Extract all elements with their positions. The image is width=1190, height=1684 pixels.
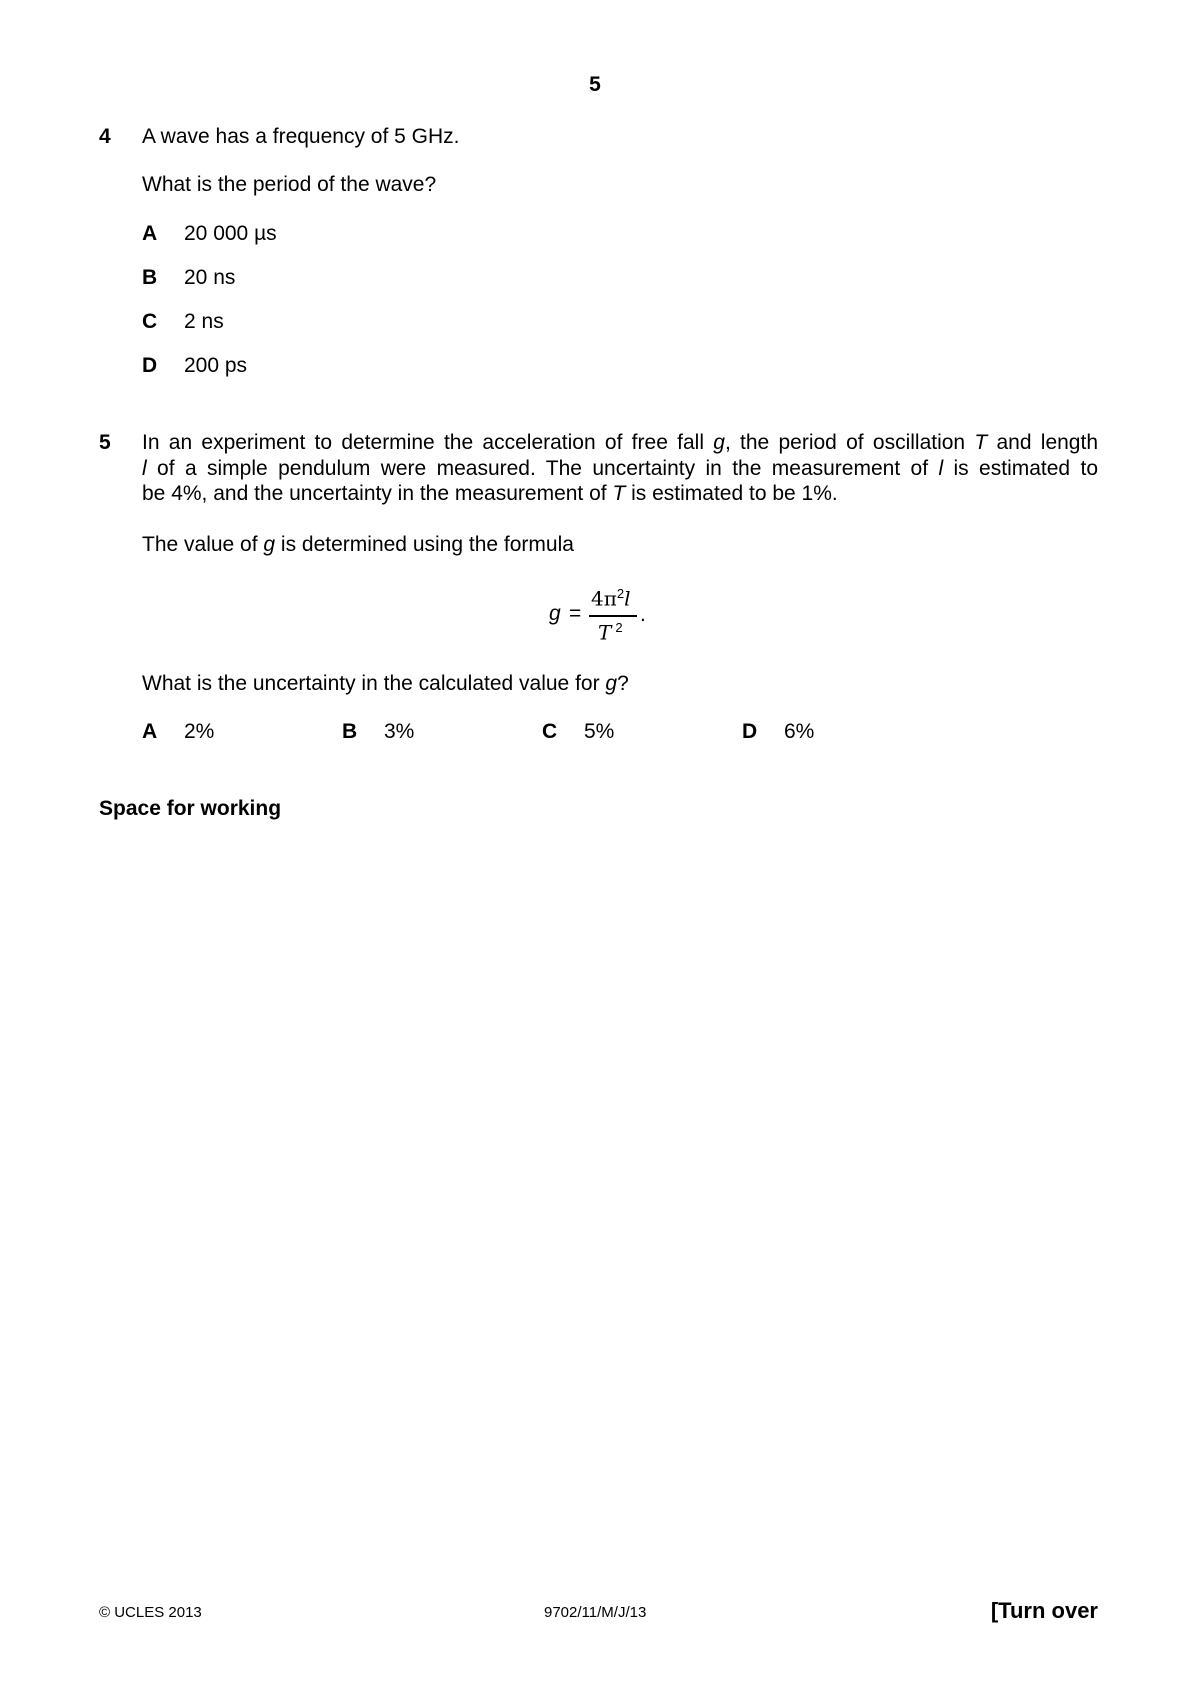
symbol-T: T [612,482,626,505]
q5-stem-text: be 4%, and the uncertainty in the measurement of [142,482,613,505]
page-number: 5 [589,73,601,96]
q4-option-d-letter: D [142,354,158,377]
space-for-working-label: Space for working [99,797,282,820]
footer-turn-over: [Turn over [990,1598,1098,1623]
q5-stem-line-2 [142,456,1098,482]
formula-coefficient: 4π [591,586,617,611]
q5-question-text: What is the uncertainty in the calculated value for [142,672,606,695]
formula-numerator [591,586,631,612]
q5-stem-text: is estimated to be 1%. [625,482,838,505]
q4-option-d-text: 200 ps [184,354,248,377]
symbol-l: l [624,586,631,611]
q5-stem-text: and length [987,431,1098,454]
symbol-l: l [142,456,147,480]
q5-option-b-letter: B [342,720,358,743]
symbol-g: g [605,672,618,695]
symbol-l: l [938,456,944,480]
q4-option-b-text: 20 ns [184,266,236,289]
q5-stem-text: of a simple pendulum were measured. The uncertainty in the measurement of [146,456,939,480]
q5-stem-text: In an experiment to determine the acceleration of free fall [142,431,714,454]
q5-intro-text: The value of [142,533,264,556]
formula-equals: = [569,602,582,625]
footer-paper-code: 9702/11/M/J/13 [544,1604,647,1621]
fraction-bar [589,615,637,617]
formula-end: . [640,603,646,626]
symbol-g: g [263,533,276,556]
q5-option-c-text: 5% [584,720,615,743]
q5-formula-intro [142,533,574,557]
formula-exponent: 2 [615,620,623,635]
q5-stem-text: , the period of oscillation [724,431,975,454]
q5-option-d-letter: D [742,720,758,743]
footer-copyright: © UCLES 2013 [99,1604,202,1621]
q5-stem-line-3 [142,481,1098,507]
question-5-stem [142,430,1098,507]
question-4-number: 4 [99,125,111,148]
q4-option-b-letter: B [142,266,158,289]
formula-denominator [598,620,623,646]
symbol-g: g [713,431,725,454]
formula-exponent: 2 [616,586,625,601]
symbol-g: g [549,602,561,625]
q5-option-a-letter: A [142,720,158,743]
question-5-number: 5 [99,431,111,454]
symbol-T: T [598,620,612,645]
q5-question-text: ? [617,672,629,695]
symbol-T: T [974,431,988,454]
question-4-stem: A wave has a frequency of 5 GHz. [142,125,460,148]
q4-option-c-text: 2 ns [184,310,224,333]
question-4-question: What is the period of the wave? [142,173,437,196]
q5-intro-text: is determined using the formula [275,533,574,556]
q5-stem-line-1 [142,430,1098,456]
q5-stem-text: is estimated to [943,456,1098,480]
formula-lhs [549,602,561,626]
question-5-question [142,672,629,696]
q4-option-c-letter: C [142,310,158,333]
q5-option-c-letter: C [542,720,558,743]
q4-option-a-text: 20 000 µs [184,222,277,245]
q4-option-a-letter: A [142,222,158,245]
q5-option-a-text: 2% [184,720,215,743]
q5-option-b-text: 3% [384,720,415,743]
q5-option-d-text: 6% [784,720,815,743]
